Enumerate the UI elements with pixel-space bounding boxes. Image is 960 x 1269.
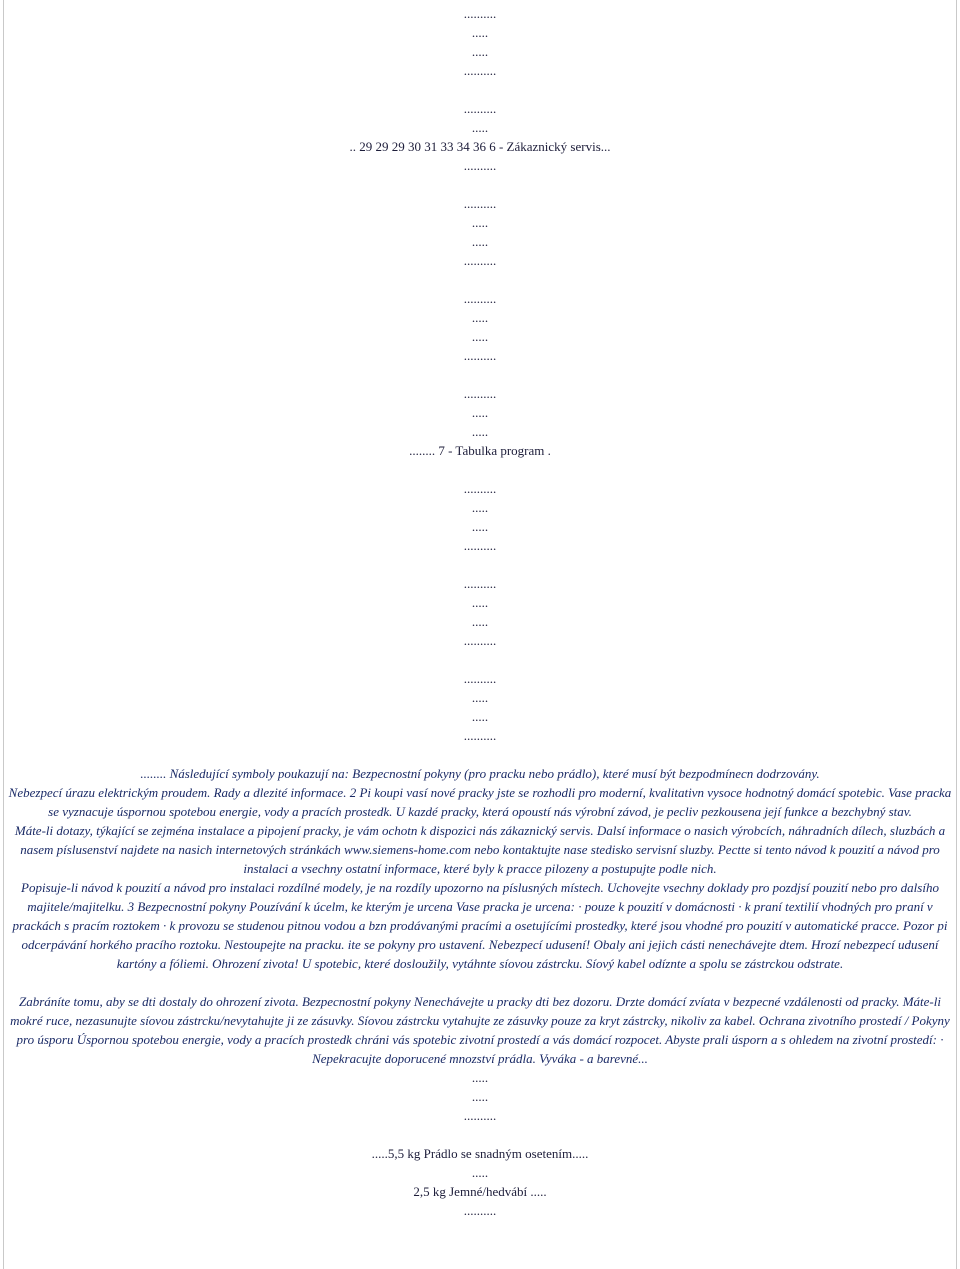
dot-leader: ..... <box>471 234 489 249</box>
symbols-intro: ........ Následující symboly poukazují na: Bezpecnostní pokyny (pro pracku nebo prádlo), které musí být bezpodmínecn dodrzovány. <box>140 766 820 781</box>
toc-entry-zakaznicky-servis <box>0 137 960 156</box>
dot-leader: ..... <box>471 310 489 325</box>
dot-leader: .......... <box>463 291 497 306</box>
dot-leader: ..... <box>471 44 489 59</box>
dot-leader: .......... <box>463 633 497 648</box>
paragraph-customer-service: Máte-li dotazy, týkající se zejména instalace a pipojení pracky, je vám ochotn k dispozici nás zákaznický servis. Dalsí informace o nasich výrobcích, náhradních dílech, sluzbách a nasem píslusenství najdete na nasich internetových stránkách www.siemens-home.com nebo kontaktujte nase stedisko servisní sluzby. Pectte si tento návod k pouzití a návod pro instalaci a vsechny ostatní informace, které byly k pracce pilozeny a postupujte podle nich. <box>14 823 946 876</box>
dot-leader: ..... <box>471 709 489 724</box>
paragraph-introduction: Nebezpecí úrazu elektrickým proudem. Rady a dlezité informace. 2 Pi koupi vasí nové pracky jste se rozhodli pro moderní, kvalitativn vysoce hodnotný domácí spotebic. Vase pracka se vyznacuje úspornou spotebou energie, vody a pracích prostedk. U kazdé pracky, která opoustí nás výrobní závod, je pecliv pezkousena její funkce a bezchybný stav. <box>8 785 952 819</box>
dot-leader-group-bottom <box>0 1068 960 1220</box>
dot-leader: .......... <box>463 1203 497 1218</box>
dot-leader: ..... <box>471 614 489 629</box>
dot-leader: .......... <box>463 196 497 211</box>
dot-leader: .......... <box>463 481 497 496</box>
dot-leader: ..... <box>471 1089 489 1104</box>
dot-leader: ..... <box>471 690 489 705</box>
dot-leader: .......... <box>463 101 497 116</box>
dot-leader: .......... <box>463 576 497 591</box>
dot-leader-group-lower <box>0 460 960 764</box>
program-line-easy-care: .....5,5 kg Prádlo se snadným osetením..... <box>371 1146 589 1161</box>
dot-leader: .......... <box>463 6 497 21</box>
dot-leader: ..... <box>471 1070 489 1085</box>
paragraph-safety-instructions: Popisuje-li návod k pouzití a návod pro instalaci rozdílné modely, je na rozdíly upozorno na píslusných místech. Uchovejte vsechny doklady pro pozdjsí pouzití nebo pro dalsího majitele/majitelku. 3 Bezpecnostní pokyny Pouzívání k úcelm, ke kterým je urcena Vase pracka je urcena: · pouze k pouzití v domácnosti · k praní textilií vhodných pro praní v prackách s pracím roztokem · k provozu se studenou pitnou vodou a bzn prodávanými pracími a osetujícími prostedky, které jsou vhodné pro pouzití v automatické pracce. Pozor pi odcerpávání horkého pracího roztoku. Nestoupejte na pracku. ite se pokyny pro ustavení. Nebezpecí udusení! Obaly ani jejich cásti nenechávejte dtem. Hrozí nebezpecí udusení kartóny a fóliemi. Ohrození zivota! U spotebic, které dosloužily, vytáhnte síovou zástrcku. Síový kabel odíznte a spolu se zástrckou odstrate. <box>12 880 948 971</box>
dot-leader: ..... <box>471 595 489 610</box>
dot-leader: .......... <box>463 63 497 78</box>
safety-text <box>0 783 960 1068</box>
dot-leader: ..... <box>471 500 489 515</box>
paragraph-child-safety-environment: Zabráníte tomu, aby se dti dostaly do ohrození zivota. Bezpecnostní pokyny Nenechávejte u pracky dti bez dozoru. Drzte domácí zvíata v bezpecné vzdálenosti od pracky. Máte-li mokré ruce, nezasunujte síovou zástrcku/nevytahujte ji ze zásuvky. Síovou zástrcku vytahujte ze zásuvky pouze za kryt zástrcky, nikoliv za kabel. Ochrana zivotního prostedí / Pokyny pro úsporu Úspornou spotebou energie, vody a pracích prostedk chráni vás spotebic zivotní prostedí a vás domácí rozpocet. Abyste prali úsporn a s ohledem na zivotní prostedí: · Nepekracujte doporucené mnozství prádla. Vyváka - a barevné... <box>10 994 950 1066</box>
dot-leader: .......... <box>463 671 497 686</box>
dot-leader: ..... <box>471 25 489 40</box>
toc-line: .. 29 29 29 30 31 33 34 36 6 - Zákaznický servis... <box>349 139 611 154</box>
dot-leader: ..... <box>471 405 489 420</box>
dot-leader: .......... <box>463 538 497 553</box>
dot-leader: .......... <box>463 158 497 173</box>
dot-leader: .......... <box>463 1108 497 1123</box>
dot-leader: .......... <box>463 728 497 743</box>
dot-leader: ..... <box>471 329 489 344</box>
dot-leader: ..... <box>471 120 489 135</box>
dot-leader: ..... <box>471 424 489 439</box>
dot-leader: ..... <box>471 519 489 534</box>
dot-leader-group-top <box>0 0 960 137</box>
program-line-delicates: 2,5 kg Jemné/hedvábí ..... <box>413 1184 547 1199</box>
toc-entry-tabulka-program <box>0 441 960 460</box>
dot-leader: .......... <box>463 386 497 401</box>
symbols-intro-line <box>0 764 960 783</box>
dot-leader: .......... <box>463 253 497 268</box>
dot-leader: .......... <box>463 348 497 363</box>
dot-leader: ..... <box>471 1165 489 1180</box>
toc-line: ........ 7 - Tabulka program . <box>409 443 551 458</box>
dot-leader-group-middle <box>0 156 960 441</box>
dot-leader: ..... <box>471 215 489 230</box>
